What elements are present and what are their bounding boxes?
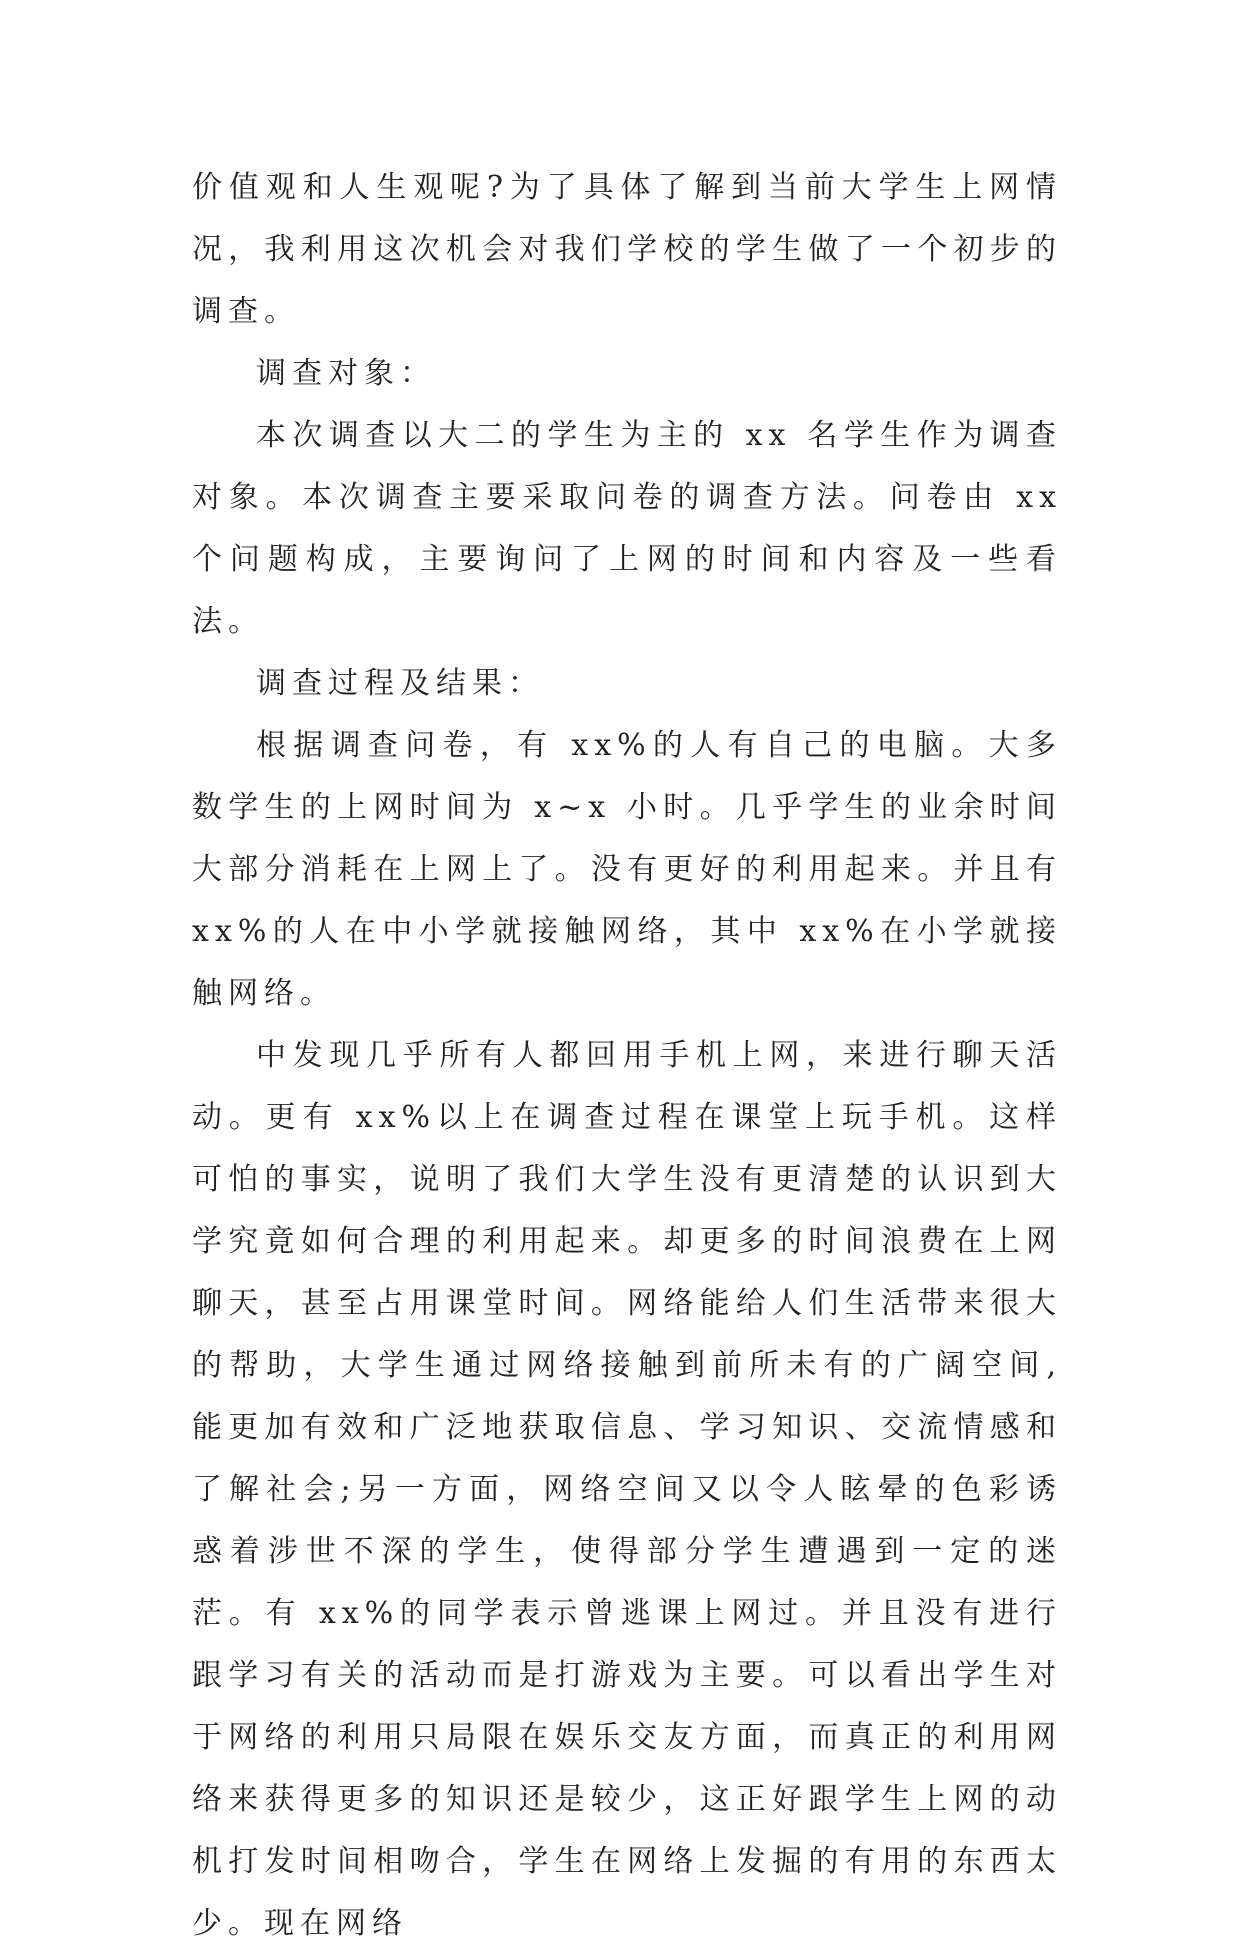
- paragraph-findings-discussion: 中发现几乎所有人都回用手机上网，来进行聊天活动。更有 xx%以上在调查过程在课堂上玩手机。这样可怕的事实，说明了我们大学生没有更清楚的认识到大学究竟如何合理的利用起来。却更多的时间浪费在上网聊天，甚至占用课堂时间。网络能给人们生活带来很大的帮助，大学生通过网络接触到前所未有的广阔空间,能更加有效和广泛地获取信息、学习知识、交流情感和了解社会;另一方面，网络空间又以令人眩晕的色彩诱惑着涉世不深的学生，使得部分学生遭遇到一定的迷茫。有 xx%的同学表示曾逃课上网过。并且没有进行跟学习有关的活动而是打游戏为主要。可以看出学生对于网络的利用只局限在娱乐交友方面，而真正的利用网络来获得更多的知识还是较少，这正好跟学生上网的动机打发时间相吻合，学生在网络上发掘的有用的东西太少。现在网络: [192, 1038, 1062, 1941]
- heading-survey-subjects: 调查对象：: [256, 356, 436, 391]
- paragraph-intro-continuation: 价值观和人生观呢?为了具体了解到当前大学生上网情况，我利用这次机会对我们学校的学生做了一个初步的调查。: [192, 170, 1062, 329]
- paragraph-survey-subjects: 本次调查以大二的学生为主的 xx 名学生作为调查对象。本次调查主要采取问卷的调查方法。问卷由 xx 个问题构成，主要询问了上网的时间和内容及一些看法。: [192, 418, 1062, 639]
- heading-survey-process-results: 调查过程及结果：: [256, 666, 544, 701]
- document-body: [192, 157, 1062, 1955]
- paragraph-survey-results: 根据调查问卷，有 xx%的人有自己的电脑。大多数学生的上网时间为 x~x 小时。几乎学生的业余时间大部分消耗在上网上了。没有更好的利用起来。并且有 xx%的人在中小学就接触网络，其中 xx%在小学就接触网络。: [192, 728, 1062, 1011]
